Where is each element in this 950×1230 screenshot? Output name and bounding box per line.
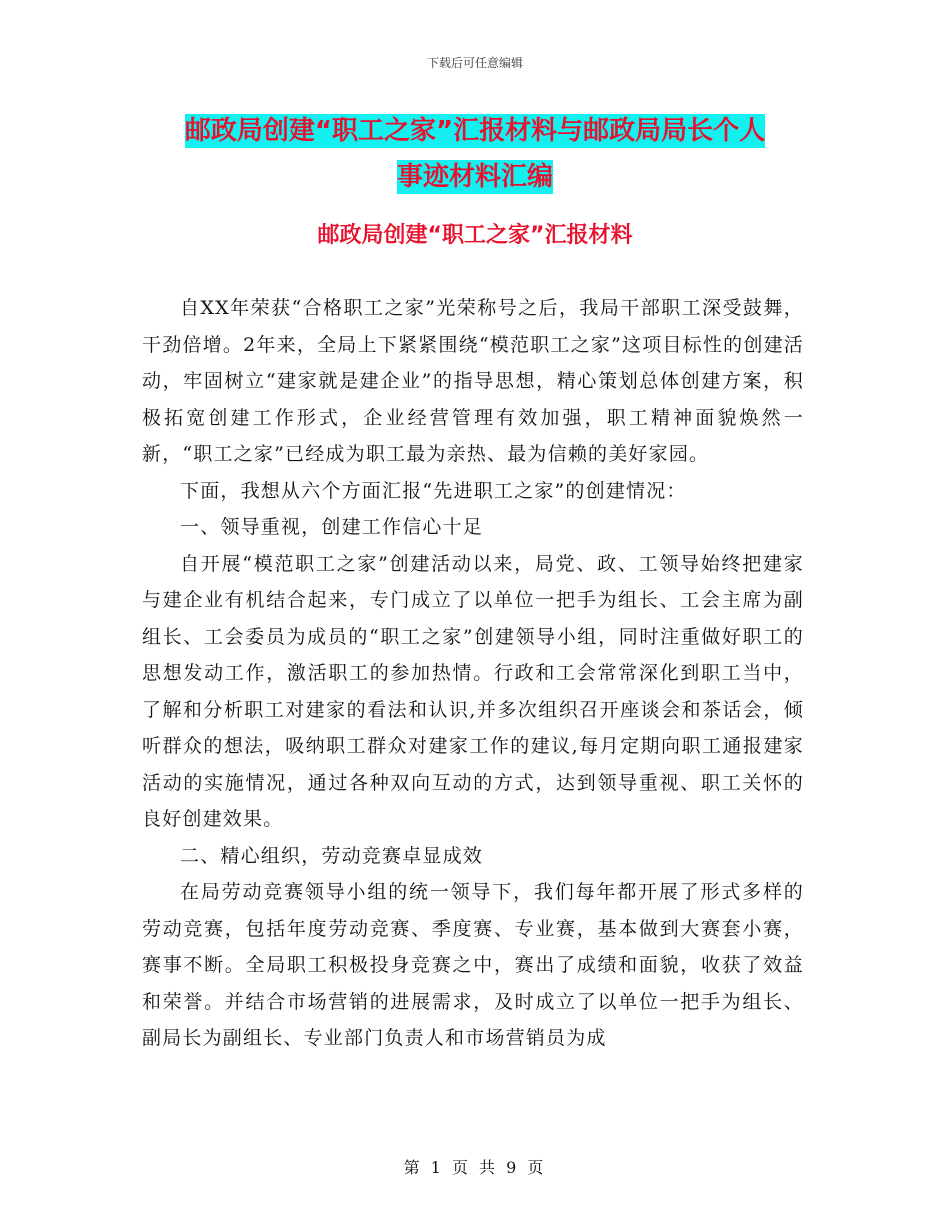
document-title-line-1: 邮政局创建“职工之家”汇报材料与邮政局局长个人	[184, 116, 766, 146]
document-title-line-2: 事迹材料汇编	[396, 162, 553, 192]
section-title: 邮政局创建“职工之家”汇报材料	[317, 223, 633, 248]
heading-section-2: 二、精心组织，劳动竞赛卓显成效	[180, 844, 484, 867]
paragraph-section-1: 自开展“模范职工之家”创建活动以来，局党、政、工领导始终把建家与建企业有机结合起来，专门成立了以单位一把手为组长、工会主席为副组长、工会委员为成员的“职工之家”创建领导小组，同时注重做好职工的思想发动工作，激活职工的参加热情。行政和工会常常深化到职工当中，了解和分析职工对建家的看法和认识,并多次组织召开座谈会和茶话会，倾听群众的想法，吸纳职工群众对建家工作的建议,每月定期向职工通报建家活动的实施情况，通过各种双向互动的方式，达到领导重视、职工关怀的良好创建效果。	[142, 552, 804, 830]
paragraph-intro: 自XX年荣获“合格职工之家”光荣称号之后，我局干部职工深受鼓舞，干劲倍增。2年来，全局上下紧紧围绕“模范职工之家”这项目标性的创建活动，牢固树立“建家就是建企业”的指导思想，精心策划总体创建方案，积极拓宽创建工作形式，企业经营管理有效加强，职工精神面貌焕然一新，“职工之家”已经成为职工最为亲热、最为信赖的美好家园。	[142, 297, 804, 465]
document-body	[142, 290, 804, 1057]
page-footer: 第 1 页 共 9 页	[403, 1158, 547, 1177]
heading-section-1: 一、领导重视，创建工作信心十足	[180, 516, 484, 538]
document-title	[0, 108, 950, 200]
paragraph-overview: 下面，我想从六个方面汇报“先进职工之家”的创建情况：	[180, 479, 687, 502]
header-note: 下载后可任意编辑	[426, 56, 523, 70]
paragraph-section-2: 在局劳动竞赛领导小组的统一领导下，我们每年都开展了形式多样的劳动竞赛，包括年度劳动竞赛、季度赛、专业赛，基本做到大赛套小赛，赛事不断。全局职工积极投身竞赛之中，赛出了成绩和面貌，收获了效益和荣誉。并结合市场营销的进展需求，及时成立了以单位一把手为组长、副局长为副组长、专业部门负责人和市场营销员为成	[142, 881, 804, 1049]
